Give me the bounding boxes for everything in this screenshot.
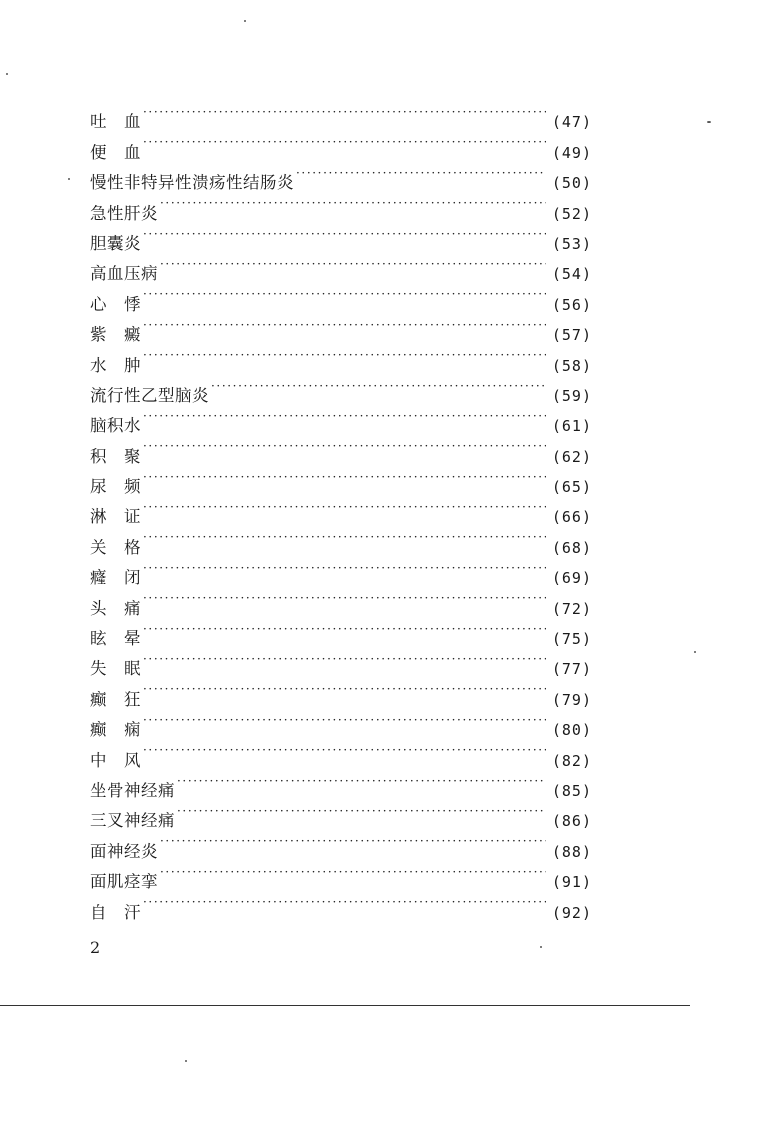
- toc-entry-title: 尿 频: [90, 477, 141, 497]
- toc-entry: [90, 371, 592, 405]
- dot-leader: [160, 188, 546, 218]
- toc-entry-title: 面肌痉挛: [90, 872, 158, 892]
- toc-entry-page: (68): [551, 538, 592, 557]
- dot-leader: [160, 857, 546, 887]
- toc-entry: [90, 674, 592, 709]
- toc-entry: [90, 97, 592, 132]
- toc-entry-page: (59): [551, 386, 592, 405]
- toc-entry-page: (52): [551, 204, 592, 223]
- toc-entry-title: 癫 痫: [90, 720, 141, 740]
- dot-leader: [143, 401, 546, 431]
- scan-speck: [244, 20, 246, 22]
- dot-leader: [160, 249, 546, 279]
- toc-entry-page: (91): [551, 873, 592, 892]
- toc-entry-title: 吐 血: [90, 112, 141, 132]
- toc-entry-title: 眩 晕: [90, 629, 141, 649]
- toc-entry: [90, 462, 592, 497]
- toc-entry: [90, 249, 592, 284]
- toc-entry-page: (61): [551, 417, 592, 436]
- toc-entry: [90, 644, 592, 679]
- toc-entry: [90, 431, 592, 466]
- toc-entry-title: 心 悸: [90, 294, 141, 314]
- toc-entry-page: (85): [551, 781, 592, 800]
- toc-entry: [90, 553, 592, 588]
- toc-entry-title: 急性肝炎: [90, 203, 158, 223]
- toc-entry-page: (65): [551, 478, 592, 497]
- toc-entry: [90, 522, 592, 557]
- dot-leader: [143, 340, 546, 370]
- toc-entry-page: (72): [551, 599, 592, 618]
- toc-entry: [90, 219, 592, 253]
- toc-entry-title: 癫 狂: [90, 689, 141, 709]
- dot-leader: [143, 735, 546, 765]
- scan-speck: [694, 651, 696, 653]
- dot-leader: [143, 614, 546, 644]
- toc-entry-page: (75): [551, 630, 592, 649]
- toc-entry: [90, 826, 592, 861]
- dot-leader: [143, 644, 546, 674]
- dot-leader: [143, 279, 546, 309]
- dot-leader: [143, 310, 546, 340]
- toc-entry-page: (54): [551, 265, 592, 284]
- scan-speck: [68, 178, 70, 180]
- toc-entry-title: 面神经炎: [90, 841, 158, 861]
- toc-entry-page: (56): [551, 295, 592, 314]
- scan-speck: [707, 121, 711, 123]
- dot-leader: [143, 522, 546, 552]
- toc-entry: [90, 583, 592, 618]
- toc-entry-page: (92): [551, 903, 592, 922]
- dot-leader: [143, 492, 546, 522]
- toc-entry: [90, 735, 592, 770]
- toc-entry-page: (80): [551, 721, 592, 740]
- toc-entry-page: (58): [551, 356, 592, 375]
- dot-leader: [211, 371, 546, 401]
- toc-entry-title: 便 血: [90, 142, 141, 162]
- toc-entry-page: (66): [551, 508, 592, 527]
- toc-entry-page: (82): [551, 751, 592, 770]
- dot-leader: [177, 766, 546, 796]
- toc-entry-page: (50): [551, 174, 592, 193]
- toc-entry-title: 三叉神经痛: [90, 811, 175, 831]
- scan-speck: [185, 1060, 187, 1062]
- toc-entry-title: 自 汗: [90, 902, 141, 922]
- toc-entry: [90, 188, 592, 223]
- toc-entry-page: (79): [551, 690, 592, 709]
- toc-entry: [90, 887, 592, 922]
- dot-leader: [143, 97, 546, 127]
- dot-leader: [160, 826, 546, 856]
- dot-leader: [143, 219, 546, 249]
- toc-entry: [90, 492, 592, 527]
- toc-entry: [90, 310, 592, 345]
- toc-entry-title: 水 肿: [90, 355, 141, 375]
- toc-entry-title: 淋 证: [90, 507, 141, 527]
- toc-entry: [90, 279, 592, 314]
- toc-entry-title: 积 聚: [90, 446, 141, 466]
- toc-entry-page: (57): [551, 326, 592, 345]
- dot-leader: [177, 796, 546, 826]
- toc-entry-title: 流行性乙型脑炎: [90, 385, 209, 405]
- toc-entry-title: 脑积水: [90, 416, 141, 436]
- toc-entry: [90, 158, 592, 193]
- toc-entry-title: 紫 癜: [90, 325, 141, 345]
- dot-leader: [143, 462, 546, 492]
- toc-entry: [90, 766, 592, 800]
- toc-entry-page: (88): [551, 842, 592, 861]
- dot-leader: [143, 553, 546, 583]
- dot-leader: [143, 674, 546, 704]
- dot-leader: [143, 431, 546, 461]
- toc-entry-title: 中 风: [90, 750, 141, 770]
- toc-entry: [90, 127, 592, 162]
- toc-entry-page: (86): [551, 812, 592, 831]
- toc-entry: [90, 340, 592, 375]
- page-number: 2: [90, 938, 101, 957]
- toc-entry-title: 慢性非特异性溃疡性结肠炎: [90, 173, 294, 193]
- toc-entry-title: 头 痛: [90, 598, 141, 618]
- toc-entry-title: 关 格: [90, 537, 141, 557]
- toc-entry-title: 癃 闭: [90, 568, 141, 588]
- toc-entry-page: (47): [551, 113, 592, 132]
- toc-entry-title: 胆囊炎: [90, 233, 141, 253]
- toc-entry-page: (53): [551, 234, 592, 253]
- toc-entry-title: 坐骨神经痛: [90, 780, 175, 800]
- toc-entry: [90, 705, 592, 740]
- toc-entry: [90, 614, 592, 649]
- dot-leader: [143, 583, 546, 613]
- toc-entry-title: 失 眠: [90, 659, 141, 679]
- dot-leader: [143, 127, 546, 157]
- toc-entry-page: (77): [551, 660, 592, 679]
- toc-entry: [90, 401, 592, 436]
- toc-entry: [90, 857, 592, 892]
- dot-leader: [143, 887, 546, 917]
- toc-entry-page: (49): [551, 143, 592, 162]
- toc-entry-page: (69): [551, 569, 592, 588]
- bottom-rule: [0, 1005, 690, 1006]
- dot-leader: [296, 158, 546, 188]
- toc-entry-title: 高血压病: [90, 264, 158, 284]
- dot-leader: [143, 705, 546, 735]
- scan-speck: [540, 946, 542, 948]
- scan-speck: [6, 73, 8, 75]
- toc-entry-page: (62): [551, 447, 592, 466]
- table-of-contents: [90, 97, 592, 922]
